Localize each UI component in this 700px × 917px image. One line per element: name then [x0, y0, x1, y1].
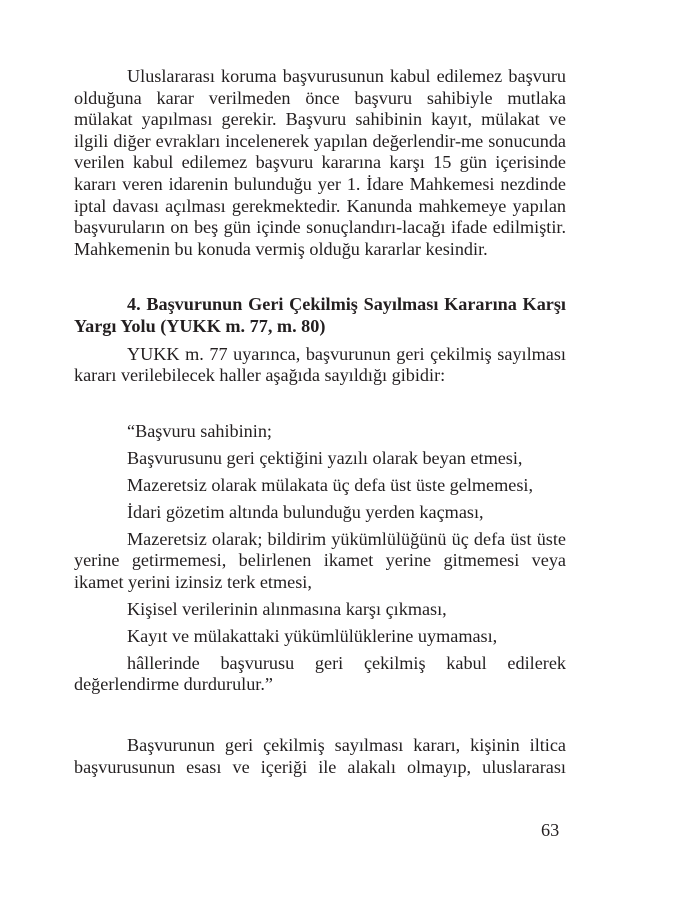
page-body	[74, 66, 566, 779]
paragraph-withdrawal-decision: Başvurunun geri çekilmiş sayılması kararı, kişinin iltica başvurusunun esası ve içeriği ile alakalı olmayıp, uluslararası	[74, 735, 566, 777]
quote-item: Mazeretsiz olarak mülakata üç defa üst üste gelmemesi,	[127, 474, 534, 495]
quote-item: Başvurusunu geri çektiğini yazılı olarak beyan etmesi,	[127, 447, 523, 468]
spacer	[74, 701, 566, 735]
quote-item: “Başvuru sahibinin;	[127, 420, 272, 441]
spacer	[74, 260, 566, 294]
quote-item: Mazeretsiz olarak; bildirim yükümlülüğünü üç defa üst üste yerine getirmemesi, belirlenen ikamet yerine gitmemesi veya ikamet yerini izinsiz terk etmesi,	[74, 528, 566, 592]
quote-item: İdari gözetim altında bulunduğu yerden kaçması,	[127, 501, 484, 522]
quote-item: Kişisel verilerinin alınmasına karşı çıkması,	[127, 598, 447, 619]
quote-item: hâllerinde başvurusu geri çekilmiş kabul edilerek değerlendirme durdurulur.”	[74, 652, 566, 695]
spacer	[74, 387, 566, 421]
quote-item: Kayıt ve mülakattaki yükümlülüklerine uymaması,	[127, 625, 498, 646]
page-number: 63	[541, 820, 560, 840]
section-heading: 4. Başvurunun Geri Çekilmiş Sayılması Kararına Karşı Yargı Yolu (YUKK m. 77, m. 80)	[74, 294, 566, 336]
paragraph-withdrawal-cases: YUKK m. 77 uyarınca, başvurunun geri çekilmiş sayılması kararı verilebilecek haller aşağıda sayıldığı gibidir:	[74, 343, 566, 386]
quoted-law-text	[74, 421, 566, 702]
paragraph-inadmissible-application: Uluslararası koruma başvurusunun kabul edilemez başvuru olduğuna karar verilmeden önce başvuru sahibiyle mutlaka mülakat yapılması gerekir. Başvuru sahibinin kayıt, mülakat ve ilgili diğer evrakları incelenerek yapılan değerlendir-me sonucunda verilen kabul edilemez başvuru kararına karşı 15 gün içerisinde kararı veren idarenin bulunduğu yer 1. İdare Mahkemesi nezdinde iptal davası açılması gerekmektedir. Kanunda mahkemeye yapılan başvuruların on beş gün içinde sonuçlandırı-lacağı ifade edilmiştir. Mahkemenin bu konuda vermiş olduğu kararlar kesindir.	[74, 66, 566, 259]
